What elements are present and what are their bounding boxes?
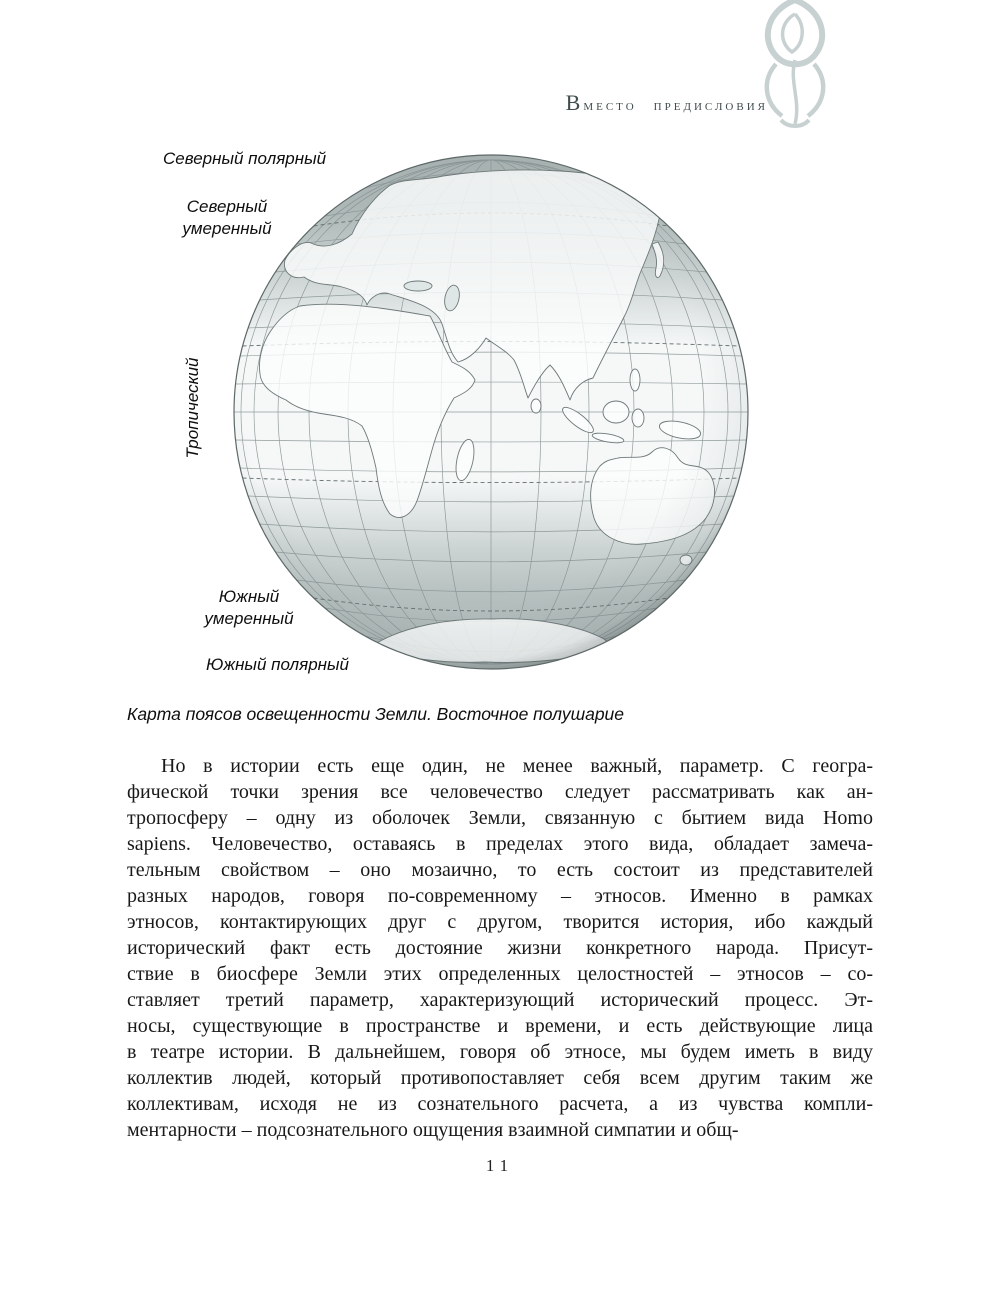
britain-island [300,204,311,229]
text-line: ментарности – подсознательного ощущения взаимной симпатии и общ- [127,1119,739,1141]
page-number: 11 [485,1156,515,1175]
zone-label-tropical: Тропический [183,357,202,459]
text-line: в театре истории. В дальнейшем, говоря об этносе, мы будем иметь в виду [127,1041,873,1063]
text-line: разных народов, говоря по-современному – этносов. Именно в рамках [127,885,873,907]
text-line: ставляет третий параметр, характеризующий исторический процесс. Эт- [127,989,873,1011]
body-paragraph [127,753,873,1143]
text-line: ствие в биосфере Земли этих определенных целостностей – этносов – со- [127,963,873,985]
text-line: исторический факт есть достояние жизни конкретного народа. Присут- [127,937,873,959]
zone-label-south-polar: Южный полярный [206,655,349,674]
zone-label-north-temperate-line1: Северный [186,197,268,216]
zone-label-south-temperate-line2: умеренный [204,609,294,628]
text-line: sapiens. Человечество, оставаясь в пределах этого вида, обладает замеча- [127,833,873,855]
text-line: тропосферу – одну из оболочек Земли, связанную с бытием вида Homo [127,807,873,829]
zone-label-south-temperate-line1: Южный [218,587,280,606]
zone-label-north-polar: Северный полярный [163,149,327,168]
text-line: коллектив людей, который противопоставляет себя всем другим таким же [127,1067,873,1089]
text-line: носы, существующие в пространстве и времени, и есть действующие лица [127,1015,873,1037]
text-line: фической точки зрения все человечество следует рассматривать как ан- [127,781,873,803]
text-line: Но в истории есть еще один, не менее важный, параметр. С геогра- [161,755,873,777]
text-line: коллективам, исходя не из сознательного расчета, а из чувства компли- [127,1093,873,1115]
running-head: Вместо предисловия [565,90,768,115]
text-line: тельным свойством – оно мозаично, то есть состоит из представителей [127,859,873,881]
zone-label-south-temperate [203,586,295,630]
sphere-shading [234,155,748,669]
figure-caption: Карта поясов освещенности Земли. Восточное полушарие [127,704,625,724]
zone-label-north-temperate-line2: умеренный [182,219,272,238]
text-line: этносов, контактирующих друг с другом, творится история, ибо каждый [127,911,873,933]
zone-label-north-temperate [179,196,275,240]
